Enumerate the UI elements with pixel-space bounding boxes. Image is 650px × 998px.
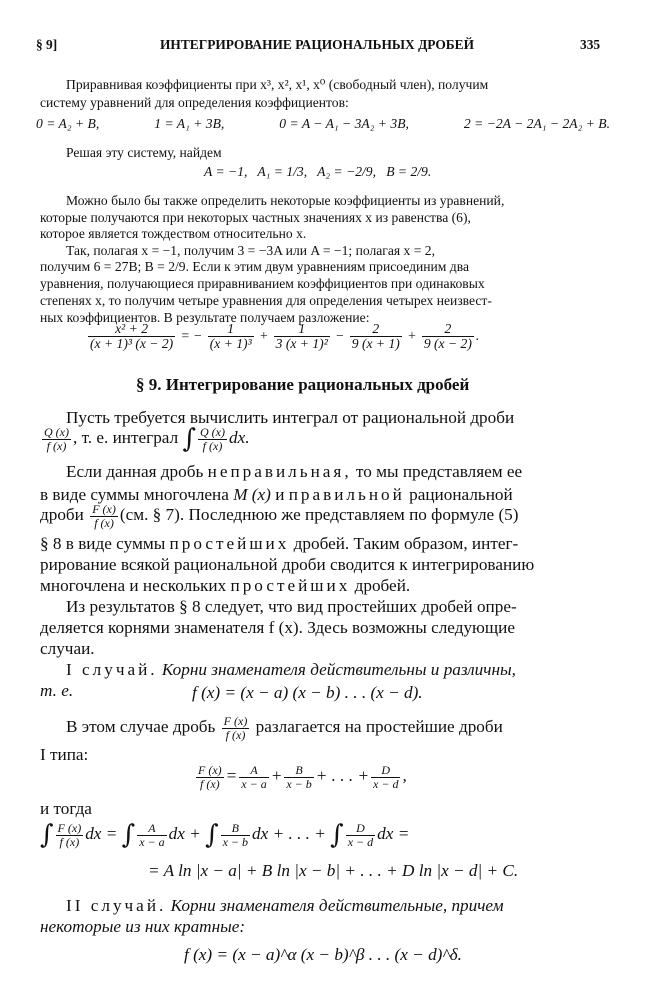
lhs-numerator: F (x) — [57, 821, 82, 835]
paragraph-line: уравнения, получающиеся приравниванием коэффициентов при одинаковых — [40, 276, 485, 291]
dots: . . . — [288, 824, 310, 844]
integral-sign: ∫ — [205, 820, 219, 851]
b-denominator: x − b — [286, 776, 312, 791]
paragraph-line — [66, 715, 503, 741]
f-numerator: F (x) — [92, 502, 116, 516]
q-denominator: f (x) — [202, 438, 223, 453]
text: § 8 в виде суммы — [40, 534, 166, 553]
system-eq-1: 0 = A₂ + B, — [36, 116, 100, 131]
case-label: II случай. — [66, 896, 167, 915]
paragraph-line: которые получаются при некоторых частных значениях x из равенства (6), — [40, 210, 471, 225]
case-text: Корни знаменателя действительные, причем — [170, 896, 504, 915]
paragraph-line: рирование всякой рациональной дроби сводится к интегрированию — [40, 555, 535, 574]
term3-denominator: 9 (x + 1) — [351, 336, 400, 352]
text: многочлена и нескольких — [40, 576, 227, 595]
text: в виде суммы многочлена — [40, 485, 229, 504]
a-numerator: A — [239, 764, 268, 778]
case-1-result: = A ln |x − a| + B ln |x − b| + . . . + D ln |x − d| + C. — [148, 861, 519, 880]
q-numerator: Q (x) — [44, 425, 69, 439]
text: дробей. — [354, 576, 411, 595]
lhs-numerator: F (x) — [198, 763, 222, 777]
paragraph-line — [66, 463, 522, 480]
paragraph-line: Так, полагая x = −1, получим 3 = −3A или A = −1; полагая x = 2, — [66, 243, 435, 258]
dx: dx — [85, 824, 102, 844]
paragraph-line — [40, 535, 518, 552]
dx: dx — [377, 824, 394, 844]
paragraph-line: ных коэффициентов. В результате получаем разложение: — [40, 310, 370, 325]
text: разлагается на простейшие дроби — [255, 717, 503, 737]
d-numerator: D — [346, 822, 375, 836]
paragraph-line: которое является тождеством относительно x. — [40, 226, 307, 241]
system-eq-3: 0 = A − A₁ − 3A₂ + 3B, — [279, 116, 409, 131]
paragraph-line: I типа: — [40, 745, 89, 764]
f-denominator: f (x) — [225, 727, 246, 742]
case-1-decomposition: $\frac{F (x)}{f (x)}$ = $\frac{A}{x - a}$ + $\frac{B}{x - b}$ + . . . + $\frac{D}{x - d}$ , — [198, 763, 407, 791]
case-1-integral: ∫ $\frac{F (x)}{f (x)}$ dx = ∫ $\frac{A}{x - a}$ dx + ∫ $\frac{B}{x - b}$ dx + . . . + ∫ $\frac{D}{x - d}$ dx = — [40, 820, 410, 851]
equation-system — [36, 117, 610, 131]
paragraph-line: Приравнивая коэффициенты при x³, x², x¹, x⁰ (свободный член), получим — [66, 77, 489, 92]
text: Если данная дробь — [66, 462, 204, 481]
lhs-numerator: x² + 2 — [88, 322, 175, 337]
paragraph-line: деляется корнями знаменателя f (x). Здесь возможны следующие — [40, 618, 515, 637]
text: (см. § 7). Последнюю же представляем по формуле (5) — [119, 505, 519, 525]
paragraph-line — [40, 503, 519, 529]
term4-denominator: 9 (x − 2) — [423, 336, 472, 352]
system-eq-2: 1 = A₁ + 3B, — [154, 116, 225, 131]
paragraph-line: и тогда — [40, 799, 92, 818]
spaced-term: неправильная, — [207, 462, 352, 481]
d-denominator: x − d — [347, 834, 374, 849]
text: дроби — [40, 505, 84, 525]
term4-numerator: 2 — [422, 322, 474, 337]
f-numerator: F (x) — [223, 714, 248, 728]
dx: dx — [252, 824, 269, 844]
integral-sign: ∫ — [121, 820, 136, 851]
intro-formula-line — [40, 424, 250, 455]
paragraph-line: Из результатов § 8 следует, что вид простейших дробей опре- — [66, 597, 517, 616]
running-title: ИНТЕГРИРОВАНИЕ РАЦИОНАЛЬНЫХ ДРОБЕЙ — [160, 37, 475, 52]
spaced-term: простейших — [230, 576, 351, 595]
f-denominator: f (x) — [94, 515, 114, 530]
lhs-denominator: f (x) — [200, 776, 220, 791]
case-2-formula: f (x) = (x − a)^α (x − b)^β . . . (x − d)^δ. — [184, 945, 462, 964]
b-numerator: B — [284, 764, 313, 778]
lhs-denominator: f (x) — [59, 834, 80, 849]
integral-sign: ∫ — [182, 424, 196, 455]
text: В этом случае дробь — [66, 717, 216, 737]
case-1-formula: f (x) = (x − a) (x − b) . . . (x − d). — [192, 683, 423, 702]
term2-denominator: 3 (x + 1)² — [275, 336, 328, 352]
paragraph-line: случаи. — [40, 639, 95, 658]
term3-numerator: 2 — [350, 322, 402, 337]
math: M (x) — [233, 485, 271, 504]
text: и — [275, 485, 285, 504]
a-denominator: x − a — [139, 834, 165, 849]
paragraph-line: Пусть требуется вычислить интеграл от рациональной дроби — [66, 408, 515, 427]
text: дробей. Таким образом, интег- — [293, 534, 519, 553]
intro-text: , т. е. интеграл — [72, 428, 179, 448]
dots: . . . — [331, 766, 354, 786]
q-numerator: Q (x) — [200, 425, 225, 439]
paragraph-line: Решая эту систему, найдем — [66, 145, 222, 160]
integral-sign: ∫ — [40, 820, 54, 851]
case-label: I случай. — [66, 660, 158, 679]
d-numerator: D — [371, 764, 400, 778]
text: рациональной — [409, 485, 513, 504]
case-1-heading — [66, 661, 516, 678]
paragraph-line: Можно было бы также определить некоторые коэффициенты из уравнений, — [66, 193, 505, 208]
d-denominator: x − d — [373, 776, 399, 791]
dx: dx. — [228, 428, 250, 448]
paragraph-line — [40, 577, 410, 594]
paragraph-line — [40, 486, 513, 503]
dx: dx — [168, 824, 185, 844]
a-numerator: A — [137, 822, 166, 836]
paragraph-line: получим 6 = 27B; B = 2/9. Если к этим двум уравнениям присоединим два — [40, 259, 469, 274]
b-numerator: B — [221, 822, 250, 836]
paragraph-line: т. е. — [40, 681, 74, 700]
text: то мы представляем ее — [355, 462, 523, 481]
page-number: 335 — [580, 37, 601, 52]
paragraph-line: некоторые из них кратные: — [40, 917, 246, 936]
solution-line: A = −1, A₁ = 1/3, A₂ = −2/9, B = 2/9. — [204, 164, 432, 179]
q-denominator: f (x) — [46, 438, 67, 453]
lhs-denominator: (x + 1)³ (x − 2) — [90, 336, 174, 352]
b-denominator: x − b — [222, 834, 249, 849]
case-text: Корни знаменателя действительны и различны, — [161, 660, 516, 679]
a-denominator: x − a — [241, 776, 267, 791]
spaced-term: простейших — [169, 534, 290, 553]
system-eq-4: 2 = −2A − 2A₁ − 2A₂ + B. — [463, 116, 610, 131]
term1-denominator: (x + 1)³ — [209, 336, 252, 352]
paragraph-line: систему уравнений для определения коэффициентов: — [40, 95, 349, 110]
paragraph-line: степенях x, то получим четыре уравнения для определения четырех неизвест- — [40, 293, 492, 308]
spaced-term: правильной — [288, 485, 405, 504]
term2-numerator: 1 — [274, 322, 330, 337]
integral-sign: ∫ — [330, 820, 344, 851]
section-title: § 9. Интегрирование рациональных дробей — [136, 375, 470, 394]
header-section-ref: § 9] — [36, 37, 58, 52]
decomposition-formula: $\frac{\text{x² + 2}}{\text{(x + 1)³ (x − 2)}}$ = − $\frac{1}{\text{(x + 1)³}}$ + $\frac{1}{\text{3 (x + 1)²}}$ − $\frac{2}{9 (x + 1)}$ + $\frac{2}{9 (x - 2)}$ . — [90, 321, 480, 352]
term1-numerator: 1 — [208, 322, 254, 337]
case-2-heading — [66, 897, 504, 914]
